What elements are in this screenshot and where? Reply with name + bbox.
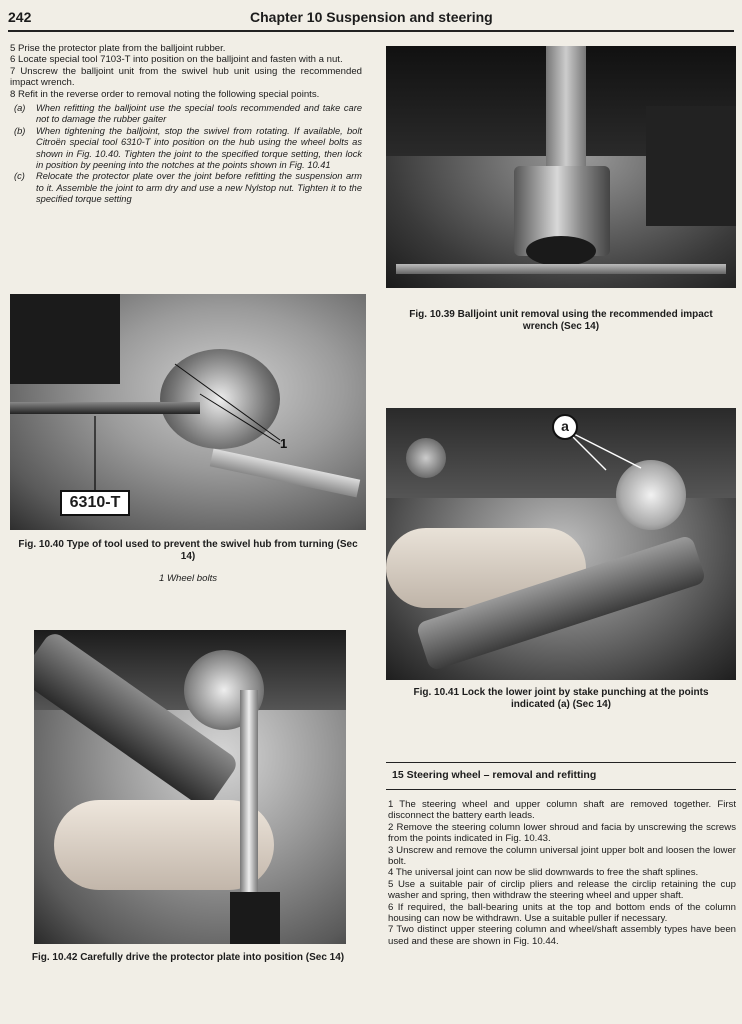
chapter-title: Chapter 10 Suspension and steering bbox=[250, 9, 493, 25]
left-text-block bbox=[10, 43, 362, 206]
paragraph: 4 The universal joint can now be slid downwards to free the shaft splines. bbox=[388, 867, 699, 879]
paragraph: 3 Unscrew and remove the column universal joint upper bolt and loosen the lower bolt. bbox=[388, 844, 736, 868]
paragraph: 1 The steering wheel and upper column shaft are removed together. First disconnect the battery earth leads. bbox=[388, 799, 736, 822]
paragraph: 6 If required, the ball-bearing units at the top and bottom ends of the column housing can now be withdrawn. Use a suitable puller if necessary. bbox=[388, 901, 736, 925]
fig-10-41-photo bbox=[386, 408, 736, 680]
fig-10-41-arrows bbox=[386, 408, 736, 680]
paragraph: 5 Use a suitable pair of circlip pliers and release the circlip retaining the cup washer and spring, then withdraw the steering wheel and upper shaft. bbox=[388, 878, 736, 902]
fig-10-41-caption: Fig. 10.41 Lock the lower joint by stake punching at the points indicated (a) (Sec 14) bbox=[413, 687, 709, 710]
fig-10-42-caption: Fig. 10.42 Carefully drive the protector plate into position (Sec 14) bbox=[31, 952, 345, 963]
paragraph: 7 Two distinct upper steering column and wheel/shaft assembly types have been used and these are shown in Fig. 10.44. bbox=[388, 924, 736, 947]
paragraph: 7 Unscrew the balljoint unit from the swivel hub unit using the recommended impact wrench. bbox=[10, 65, 362, 89]
fig-10-39-caption: Fig. 10.39 Balljoint unit removal using the recommended impact wrench (Sec 14) bbox=[409, 309, 713, 332]
section-15-text bbox=[388, 799, 736, 947]
subpoint bbox=[10, 103, 362, 126]
fig-10-40-callout: 1 bbox=[280, 436, 288, 451]
paragraph: 2 Remove the steering column lower shroud and facia by unscrewing the screws from the points indicated in Fig. 10.43. bbox=[388, 821, 736, 845]
paragraph: 8 Refit in the reverse order to removal noting the following special points. bbox=[10, 88, 320, 100]
section-title: 15 Steering wheel – removal and refitting bbox=[392, 769, 597, 781]
page-number: 242 bbox=[8, 9, 32, 25]
fig-10-40-legend: 1 Wheel bolts bbox=[158, 573, 218, 584]
subpoint-label: (c) bbox=[14, 171, 25, 182]
fig-10-40-photo bbox=[10, 294, 366, 530]
fig-10-42-photo bbox=[34, 630, 346, 944]
tool-label-box: 6310-T bbox=[60, 490, 130, 516]
paragraph: 6 Locate special tool 7103-T into position on the balljoint and fasten with a nut. bbox=[10, 54, 343, 66]
subpoint-label: (a) bbox=[14, 103, 26, 114]
header-rule bbox=[8, 30, 734, 32]
paragraph: 5 Prise the protector plate from the balljoint rubber. bbox=[10, 43, 226, 54]
fig-10-39-photo bbox=[386, 46, 736, 288]
subpoint bbox=[10, 126, 362, 172]
subpoint-text: When refitting the balljoint use the special tools recommended and take care not to damage the rubber gaiter bbox=[36, 103, 362, 125]
subpoint-text: When tightening the balljoint, stop the swivel from rotating. If available, bolt Citroën special tool 6310-T into position on the hub using the wheel bolts as shown in Fig. 10.40. Tighten the joint to the specified torque setting, then lock in position by peening into the notches at the points shown in Fig. 10.41 bbox=[36, 125, 362, 171]
fig-10-41-callout: a bbox=[552, 414, 578, 440]
fig-10-40-caption: Fig. 10.40 Type of tool used to prevent the swivel hub from turning (Sec 14) bbox=[18, 539, 358, 562]
subpoint-label: (b) bbox=[14, 125, 26, 136]
subpoint-text: Relocate the protector plate over the joint before refitting the suspension arm to it. Assemble the joint to arm dry and use a new Nylstop nut. Tighten it to the specified torque setting bbox=[36, 171, 362, 205]
subpoint bbox=[10, 171, 362, 205]
